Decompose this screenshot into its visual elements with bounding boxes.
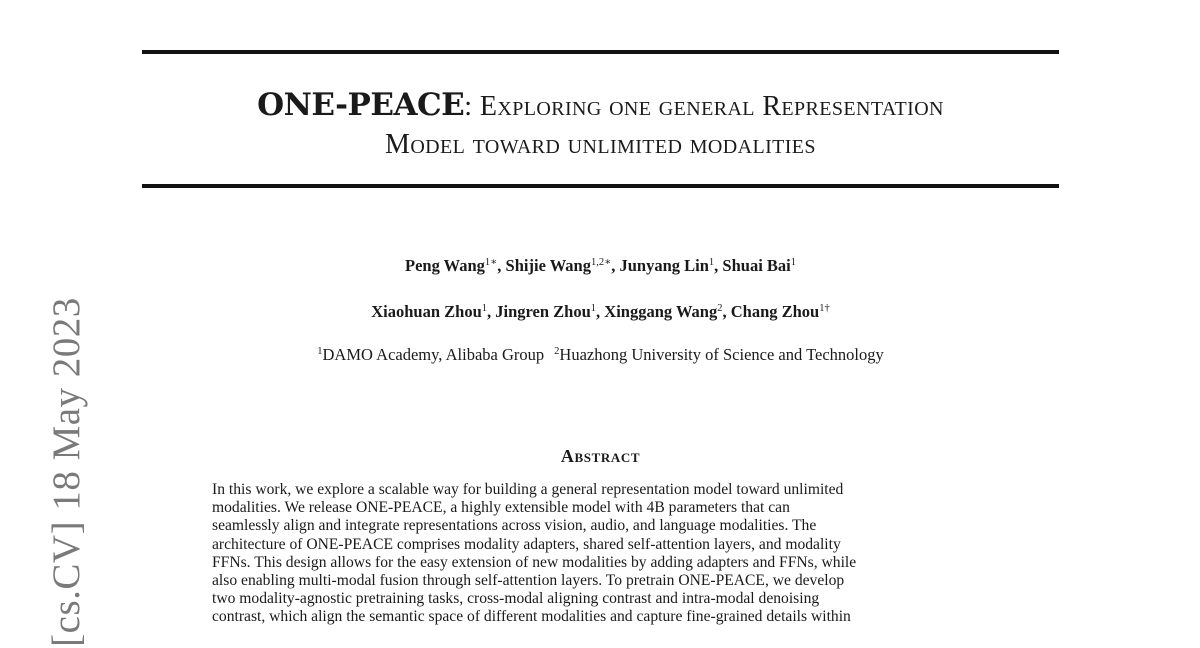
abstract-line: modalities. We release ONE-PEACE, a highly extensible model with 4B parameters that can [212,499,790,517]
abstract-line: contrast, which align the semantic space of different modalities and capture fine-grained details within [212,608,851,626]
title-line-1-rest: : Exploring one general Representation [464,91,944,122]
author-affiliation-mark: 1† [819,303,830,314]
author-name: Peng Wang [404,256,485,275]
title-line-2: Model toward unlimited modalities [385,129,816,160]
author-name: Chang Zhou [730,302,820,321]
affiliation-name: DAMO Academy, Alibaba Group [322,345,545,364]
affiliation-name: Huazhong University of Science and Technology [559,345,884,364]
abstract-line: seamlessly align and integrate representations across vision, audio, and language modalities. The [212,517,817,535]
abstract-line: two modality-agnostic pretraining tasks, cross-modal aligning contrast and intra-modal denoising [212,590,820,608]
author-name: Junyang Lin [619,256,709,275]
affiliation-mark: 2 [554,346,560,357]
abstract-heading: Abstract [560,446,641,466]
author-name: Jingren Zhou [495,302,591,321]
author-affiliation-mark: 2 [717,303,723,314]
author-affiliation-mark: 1,2∗ [590,257,612,268]
title-brand: ONE-PEACE [257,87,465,123]
title-line-1 [142,86,1059,126]
author-affiliation-mark: 1 [708,257,715,268]
arxiv-side-stamp: [cs.CV] 18 May 2023 [45,297,88,647]
abstract-line: In this work, we explore a scalable way for building a general representation model toward unlimited [212,481,844,498]
author-affiliation-mark: 1∗ [484,257,498,268]
abstract-line: also enabling multi-modal fusion through self-attention layers. To pretrain ONE-PEACE, we develop [212,571,845,589]
title-rule-top [142,50,1059,54]
abstract-line: FFNs. This design allows for the easy extension of new modalities by adding adapters and FFNs, while [212,553,857,571]
abstract-body [212,481,990,627]
title-rule-bottom [142,184,1059,188]
abstract-line: architecture of ONE-PEACE comprises modality adapters, shared self-attention layers, and modality [212,535,841,553]
author-name: Xinggang Wang [604,302,718,321]
author-affiliation-mark: 1 [590,303,597,314]
author-name: Shijie Wang [505,256,591,275]
author-affiliation-mark: 1 [481,303,487,314]
author-name: Shuai Bai [722,256,791,275]
paper-title [142,86,1059,164]
author-affiliation-mark: 1 [790,257,797,268]
author-list-line-1: Peng Wang$^{1∗}$, Shijie Wang$^{1,2∗}$, Junyang Lin$^1$, Shuai Bai$^1$ [404,256,797,275]
author-name: Xiaohuan Zhou [371,302,482,321]
affiliations [142,345,1059,365]
author-list-line-2: Xiaohuan Zhou$^1$, Jingren Zhou$^1$, Xinggang Wang$^2$, Chang Zhou$^{1\dagger}$ [371,302,830,321]
affiliation-mark: 1 [317,346,323,357]
